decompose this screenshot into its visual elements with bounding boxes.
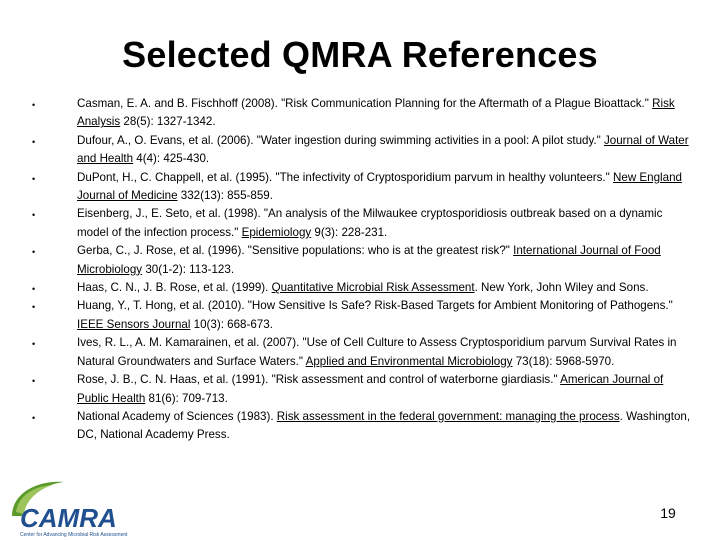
reference-text: National Academy of Sciences (1983). (77, 409, 277, 423)
reference-text: . New York, John Wiley and Sons. (474, 281, 649, 295)
logo-tagline: Center for Advancing Microbial Risk Assessment (20, 532, 128, 538)
reference-item (32, 95, 692, 132)
reference-item (32, 279, 692, 297)
logo-wordmark: CAMRA (20, 503, 117, 533)
reference-source: International Journal of Food Microbiology (77, 244, 661, 276)
reference-text: Huang, Y., T. Hong, et al. (2010). "How Sensitive Is Safe? Risk-Based Targets for Ambient Monitoring of Pathogens." (77, 299, 673, 313)
reference-text: Gerba, C., J. Rose, et al. (1996). "Sensitive populations: who is at the greatest risk?" (77, 244, 514, 258)
reference-text: . Washington, DC, National Academy Press. (77, 409, 691, 442)
reference-source: IEEE Sensors Journal (77, 317, 191, 331)
reference-text: Ives, R. L., A. M. Kamarainen, et al. (2007). "Use of Cell Culture to Assess Cryptosporidium parvum Survival Rates in Natural Groundwaters and Surface Waters." (77, 336, 677, 368)
bullet-icon: • (32, 376, 36, 387)
reference-item (32, 205, 692, 242)
reference-source: Applied and Environmental Microbiology (305, 354, 513, 368)
reference-text: Rose, J. B., C. N. Haas, et al. (1991). "Risk assessment and control of waterborne giardiasis." (77, 373, 561, 387)
bullet-icon: • (32, 173, 36, 184)
reference-source: Risk assessment in the federal government: managing the process (276, 409, 620, 423)
reference-text: 81(6): 709-713. (145, 391, 228, 405)
reference-item (32, 371, 692, 408)
bullet-icon: • (32, 100, 36, 110)
reference-text: Casman, E. A. and B. Fischhoff (2008). "Risk Communication Planning for the Aftermath of a Plague Bioattack." (77, 97, 653, 110)
bullet-icon: • (32, 284, 36, 295)
reference-item (32, 242, 692, 279)
reference-text: Dufour, A., O. Evans, et al. (2006). "Water ingestion during swimming activities in a pool: A pilot study." (77, 133, 604, 147)
page-number: 19 (660, 505, 676, 521)
bullet-icon: • (32, 210, 36, 221)
reference-text: 9(3): 228-231. (311, 225, 388, 239)
bullet-icon: • (32, 302, 36, 313)
camra-logo (6, 476, 176, 538)
reference-source: Risk Analysis (77, 97, 675, 129)
bullet-icon: • (32, 339, 36, 350)
reference-source: Epidemiology (241, 225, 312, 239)
reference-item (32, 132, 692, 169)
reference-item (32, 408, 692, 445)
bullet-icon: • (32, 412, 36, 423)
reference-source: Journal of Water and Health (77, 133, 689, 166)
reference-item (32, 334, 692, 371)
reference-text: Haas, C. N., J. B. Rose, et al. (1999). (77, 281, 272, 295)
bullet-icon: • (32, 136, 36, 147)
reference-text: Eisenberg, J., E. Seto, et al. (1998). "An analysis of the Milwaukee cryptosporidiosis outbreak based on a dynamic model of the infection process." (77, 207, 663, 239)
reference-text: 28(5): 1327-1342. (120, 115, 216, 129)
reference-item (32, 169, 692, 206)
page-title: Selected QMRA References (122, 34, 598, 75)
reference-list (32, 95, 692, 445)
reference-text: 4(4): 425-430. (133, 152, 210, 166)
reference-text: 73(18): 5968-5970. (512, 354, 615, 368)
bullet-icon: • (32, 247, 36, 258)
reference-text: 30(1-2): 113-123. (142, 262, 235, 276)
reference-text: 10(3): 668-673. (190, 317, 273, 331)
reference-text: DuPont, H., C. Chappell, et al. (1995). "The infectivity of Cryptosporidium parvum in healthy volunteers." (77, 170, 613, 184)
reference-source: New England Journal of Medicine (77, 170, 682, 203)
reference-text: 332(13): 855-859. (177, 189, 273, 203)
reference-source: American Journal of Public Health (77, 373, 664, 405)
reference-source: Quantitative Microbial Risk Assessment (271, 281, 475, 295)
reference-item (32, 297, 692, 334)
